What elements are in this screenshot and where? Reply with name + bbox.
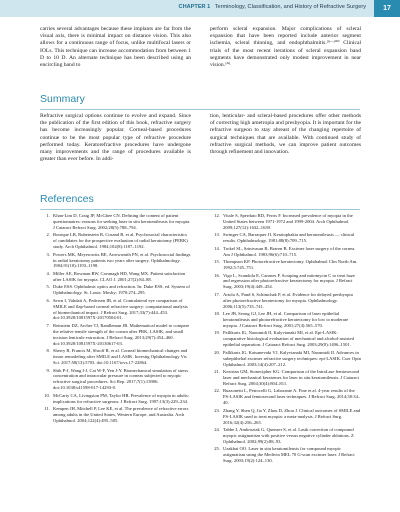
reference-text: Trokel SL, Srinivasan R, Braren B. Excimer laser surgery of the cornea. Am J Ophthalmol. 1983;96(6):710–715. bbox=[223, 245, 356, 257]
reference-number: 5. bbox=[46, 284, 50, 290]
reference-text: Artola A, Pand S, Schimchak P, et al. Evidence for delayed presbyopia after photorefractive keratectomy for myopia. Ophthalmology. 2006;113(5):735–741. bbox=[223, 291, 353, 309]
reference-text: Khan-Lim D, Craig JP, McGhee CN. Defining the content of patient questionnaires: reasons for seeking laser in situ keratomileusis for myopia. J Cataract Refract Surg. 2002;28(5):788–794. bbox=[53, 213, 191, 230]
references-heading: References bbox=[40, 193, 94, 205]
chapter-title: Terminology, Classification, and History of Refractive Surgery bbox=[214, 4, 366, 10]
reference-text: Bourque LB, Rubenstein R, Cosand B, et al. Psychosocial characteristics of candidates for the prospective evaluation of radial keratotomy (PERK) study. Arch Ophthalmol. 1984;102(8):1187–1192. bbox=[53, 232, 188, 250]
reference-number: 6. bbox=[46, 297, 50, 303]
reference-item bbox=[210, 311, 361, 329]
reference-text: Miller AE, Bowman RW, Cavanagh HD, Wang MX. Patient satisfaction after LASIK for myopia. CLAO J. 2001;27(2):84–88. bbox=[53, 270, 186, 282]
chapter-header bbox=[179, 4, 366, 10]
reference-number: 22. bbox=[214, 388, 220, 394]
intro-left-column bbox=[40, 26, 191, 69]
reference-item bbox=[40, 348, 191, 366]
reference-number: 14. bbox=[214, 245, 220, 251]
reference-number: 20. bbox=[214, 349, 220, 355]
reference-text: Buzzonetti L, Petrocelli G, Laborante A. Fine et al. 4-year results of the FS-LASIK and femtosecond laser techniques. J Refract Surg. 2014;30:34–40. bbox=[223, 388, 361, 406]
intro-right-column bbox=[210, 26, 361, 69]
reference-item bbox=[40, 252, 191, 270]
reference-item bbox=[40, 284, 191, 296]
reference-text: McCarty CA, Livingston PM, Taylor HR. Prevalence of myopia in adults: implications for refractive surgeons. J Refract Surg. 1997;13(3):229–234. bbox=[53, 392, 189, 404]
reference-item bbox=[40, 271, 191, 283]
reference-text: Duke ESS. Ophthalmic optics and refraction. In: Duke ESS, ed. System of Ophthalmology. St. Louis: Mosby; 1970:274–295. bbox=[53, 284, 190, 296]
references-list-right bbox=[210, 213, 361, 464]
reference-item bbox=[210, 213, 361, 231]
chapter-label: CHAPTER 1 bbox=[178, 4, 211, 10]
reference-item bbox=[40, 232, 191, 250]
reference-text: Kempen JH, Mitchell P, Lee KE, et al. The prevalence of refractive errors among adults in the United States, Western Europe, and Australia. Arch Ophthalmol. 2004;122(4):495–505. bbox=[53, 406, 189, 423]
summary-divider bbox=[40, 109, 360, 110]
reference-item bbox=[40, 298, 191, 322]
reference-number: 25. bbox=[214, 446, 220, 452]
page-number: 17 bbox=[374, 0, 400, 17]
reference-item bbox=[210, 388, 361, 406]
reference-number: 15. bbox=[214, 259, 220, 265]
summary-right-paragraph: tion, lenticular- and scleral-based procedures offer other methods of correcting high ametropia and presbyopia. It is important for the refractive surgeon to stay abreast of the changing repertoire of surgical techniques that are available. With continued study of refractive surgical methods, we can improve patient outcomes through refinement and innovation. bbox=[210, 113, 361, 156]
references-divider bbox=[40, 209, 360, 210]
reference-number: 16. bbox=[214, 272, 220, 278]
reference-number: 3. bbox=[46, 251, 50, 257]
reference-text: Reinstein DZ, Archer TJ, Randleman JB. Mathematical model to compare the relative tensile strength of the cornea after PRK, LASIK, and small incision lenticule extraction. J Refract Surg. 2013;29(7):454–460. doi:10.3928/1081597X-20130617-03. bbox=[53, 322, 190, 346]
references-right-column bbox=[210, 213, 361, 466]
reference-item bbox=[210, 232, 361, 244]
reference-item bbox=[210, 292, 361, 310]
reference-text: Pallikaris IG, Katsanevaki VJ, Kalyvianaki MI, Naoumidi II. Advances in subepithelial excimer refractive surgery techniques: epi-LASIK. Curr Opin Ophthalmol. 2003;14(4):207–212. bbox=[223, 349, 361, 367]
reference-item bbox=[210, 259, 361, 271]
reference-number: 1. bbox=[46, 213, 50, 218]
reference-number: 4. bbox=[46, 270, 50, 276]
reference-text: Kezirian GM, Stonecipher KG. Comparison of the IntraLase femtosecond laser and mechanical keratomes for laser in situ keratomileusis. J Cataract Refract Surg. 2004;30(4):804–811. bbox=[223, 369, 359, 386]
reference-text: Lee JB, Seong GJ, Lee JH, et al. Comparison of laser epithelial keratomileusis and photorefractive keratectomy for low to moderate myopia. J Cataract Refract Surg. 2001;27(4):565–570. bbox=[223, 311, 349, 328]
reference-item bbox=[40, 323, 191, 347]
reference-item bbox=[40, 393, 191, 405]
references-list-left bbox=[40, 213, 191, 424]
reference-item bbox=[210, 427, 361, 445]
reference-number: 11. bbox=[44, 406, 50, 412]
reference-number: 12. bbox=[214, 213, 220, 218]
reference-text: Powers MK, Meyerowitz BE, Arrowsmith PN, et al. Psychosocial findings in radial keratotomy patients two years after surgery. Ophthalmology. 1984;91(10):1193–1198. bbox=[53, 251, 191, 269]
reference-number: 24. bbox=[214, 427, 220, 433]
reference-item bbox=[210, 408, 361, 426]
references-left-column bbox=[40, 213, 191, 425]
reference-number: 21. bbox=[214, 369, 220, 375]
reference-text: Zhang Y, Shen Q, Jia Y, Zhou D, Zhou J. Clinical outcomes of SMILE and FS-LASIK used to treat myopia: a meta-analysis. J Refract Surg. 2016;32(4):256–265. bbox=[223, 407, 361, 425]
reference-number: 19. bbox=[214, 330, 220, 336]
reference-item bbox=[40, 213, 191, 231]
reference-text: Uzakbai OO. Laser in situ keratomileusis for compound myopic astigmatism using the Medivin MEL 70 G-scan excimer laser. J Refract Surg. 2003;19(2):124–130. bbox=[223, 446, 355, 464]
reference-text: Sherry R, Francis M, Shroff R, et al. Corneal biomechanical changes and tissue remodeling after SMILE and LASIK. Investig Ophthalmology Vis Sci. 2017;58(13):5703. doi:10.1167/iovs.17-22864. bbox=[53, 348, 188, 365]
reference-item bbox=[40, 406, 191, 424]
reference-text: Sewn I, Vahdati A, Pedersen IB, et al. Contralateral eye comparison of SMILE and flap-based corneal refractive surgery: computational analysis of biomechanical impact. J Refract Surg. 2017;33(7):444–453. doi:10.3928/1081597X-20170504-01. bbox=[53, 297, 188, 321]
reference-item bbox=[210, 273, 361, 291]
intro-right-paragraph: perform scleral expansion. Major complications of scleral expansion that have been reported include anterior segment ischemia, scleral thinning, and endophthalmitis.²⁹⁻¹⁰⁰ Clinical trials of the most recent iterations of scleral expansion band segments have demonstrated only modest improvement in near vision.¹⁰¹ bbox=[210, 26, 361, 69]
reference-item bbox=[40, 368, 191, 392]
reference-number: 7. bbox=[46, 322, 50, 328]
reference-item bbox=[210, 330, 361, 348]
reference-text: Vigo L, Scandola E, Carones F. Scraping and mitomycin C to treat haze and regression after photorefractive keratectomy for myopia. J Refract Surg. 2003;19(4):449–454. bbox=[223, 272, 355, 290]
reference-number: 23. bbox=[214, 407, 220, 413]
reference-number: 13. bbox=[214, 232, 220, 238]
reference-number: 18. bbox=[214, 311, 220, 317]
reference-text: Pallikaris IG, Naoumidi II, Kalyvianaki MI, et al. Epi-LASIK: comparative histological evaluation of mechanical and alcohol-assisted epithelial separation. J Cataract Refract Surg. 2003;29(8):1496–1501. bbox=[223, 330, 354, 348]
reference-item bbox=[210, 446, 361, 464]
intro-left-paragraph: carries several advantages because these implants are far from the visual axis, there is minimal impact on distance vision. This also allows for a continuous range of focus, unlike multifocal lasers or IOLs. This technique can increase accommodation from between 1 D to 10 D. An alternate technique has been described using an encircling band to bbox=[40, 26, 191, 69]
reference-number: 9. bbox=[46, 367, 50, 373]
reference-text: Thompson KP. Photorefractive keratectomy. Ophthalmol Clin North Am. 1992;5:745–751. bbox=[223, 259, 358, 271]
reference-text: Tabbe J, Ambroziak G, Quenzer S, et al. Lasik correction of compound myopic astigmatism with positive versus negative cylinder ablations. Z Ophthalmol. 2002;99(2):88–93. bbox=[223, 427, 354, 444]
summary-left-column bbox=[40, 113, 191, 163]
reference-number: 8. bbox=[46, 348, 50, 354]
reference-text: Vitale S, Sperduto RD, Ferris F. Increased prevalence of myopia in the United States between 1971-1972 and 1999-2004. Arch Ophthalmol. 2009;127(12):1632–1639. bbox=[223, 213, 353, 230]
reference-item bbox=[210, 369, 361, 387]
reference-item bbox=[210, 350, 361, 368]
summary-heading: Summary bbox=[40, 93, 85, 105]
reference-number: 2. bbox=[46, 232, 50, 238]
summary-left-paragraph: Refractive surgical options continue to evolve and expand. Since the publication of the first edition of this book, refractive surgery has become increasingly popular. Corneal-based procedures continue to be the most popular type of refractive procedure performed today. Keratorefractive procedures have undergone many improvements and the range of procedures available is greater than ever before. In addi- bbox=[40, 113, 191, 163]
reference-text: Shih P-J, Wang I-J, Cai W-F, Yen J-Y. Biomechanical simulation of stress concentration and intraocular pressure in corneas subjected to myopic refractive surgical procedures. Sci Rep. 2017;7(1):13906. doi:10.1038/s41598-017-14293-0. bbox=[53, 367, 189, 391]
reference-number: 17. bbox=[214, 291, 220, 297]
reference-number: 10. bbox=[44, 392, 50, 398]
summary-right-column bbox=[210, 113, 361, 156]
reference-text: Swinger CA, Barraquer JI. Keratophakia and keratomileusis — clinical results. Ophthalmology. 1981;88(8):709–715. bbox=[223, 232, 355, 244]
reference-item bbox=[210, 246, 361, 258]
